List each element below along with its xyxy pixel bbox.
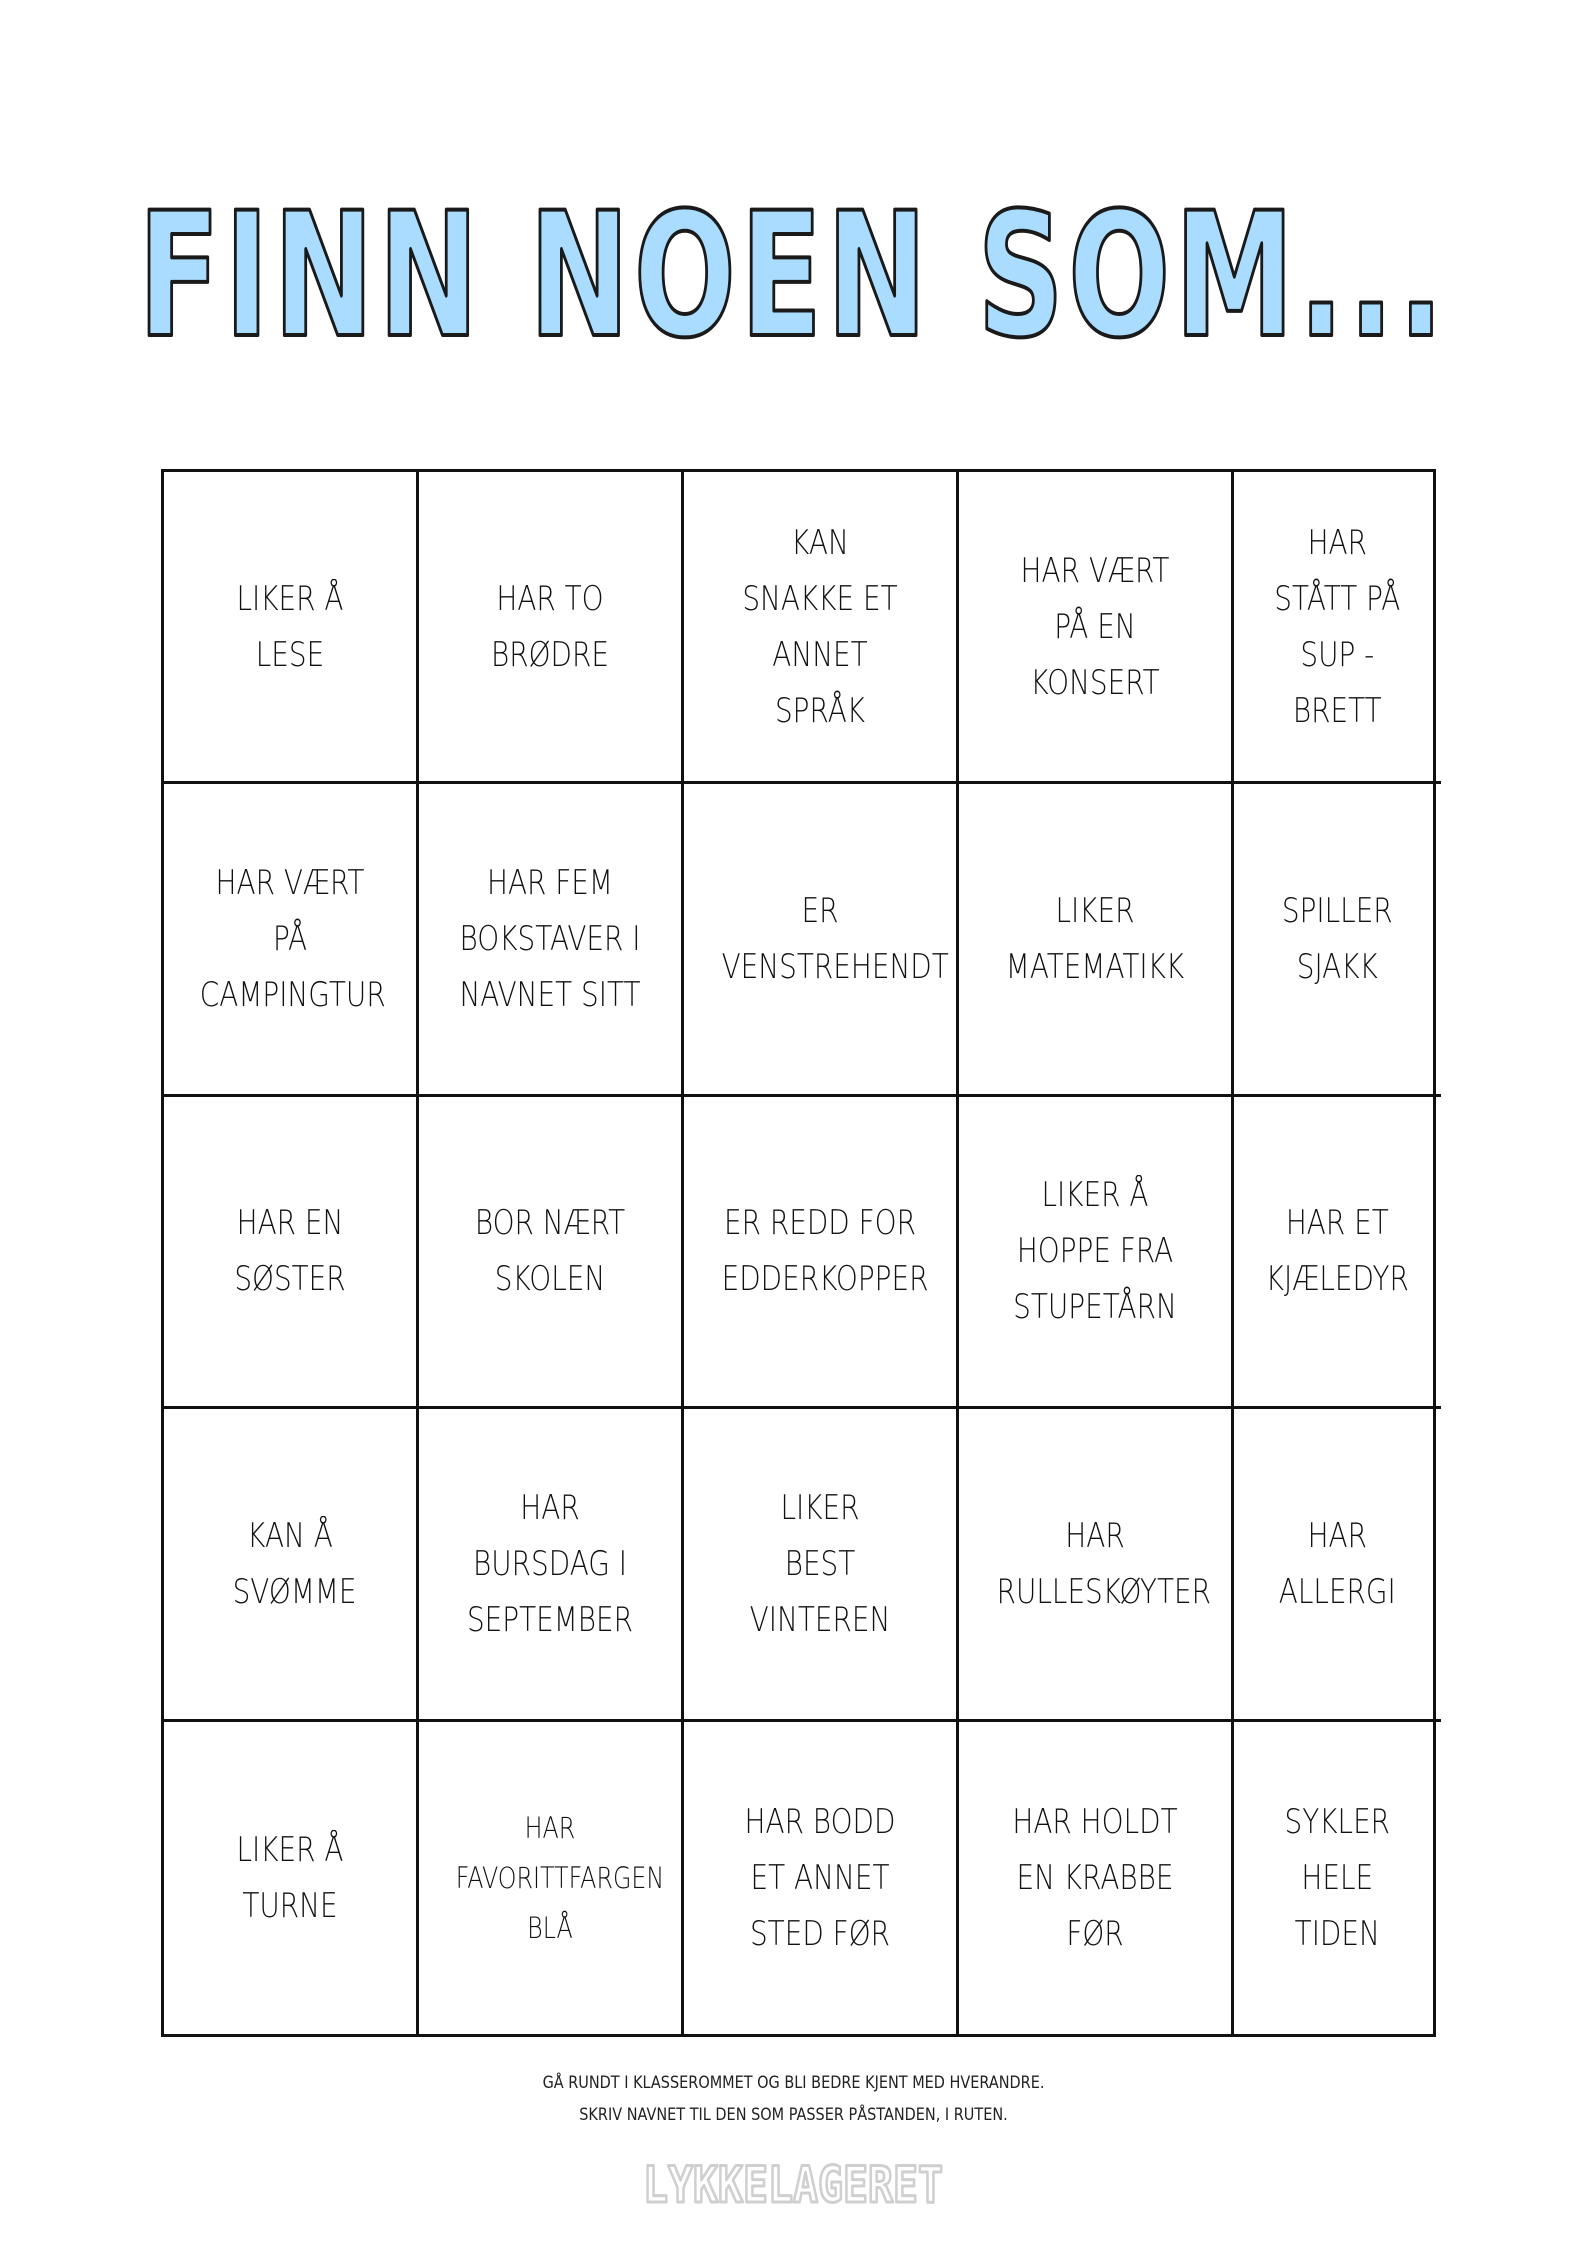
cell-text: HAR TO BRØDRE (490, 578, 610, 675)
grid-cell[interactable] (1234, 784, 1441, 1096)
cell-text: LIKER Å HOPPE FRA STUPETÅRN (1013, 1175, 1177, 1328)
cell-text: KAN Å SVØMME (232, 1515, 357, 1612)
page-title-container (0, 150, 1587, 410)
instructions-line-1: GÅ RUNDT I KLASSEROMMET OG BLI BEDRE KJENT MED HVERANDRE. (542, 2073, 1045, 2093)
cell-text: LIKER MATEMATIKK (1005, 891, 1185, 988)
instructions (119, 2067, 1468, 2131)
cell-text: SYKLER HELE TIDEN (1284, 1801, 1391, 1954)
brand-text: LYKKELAGERET (643, 2156, 943, 2214)
cell-text: HAR ET KJÆLEDYR (1265, 1203, 1409, 1300)
cell-text: HAR BURSDAG I SEPTEMBER (466, 1487, 634, 1640)
grid-cell[interactable] (1234, 1409, 1441, 1721)
cell-text: HAR BODD ET ANNET STED FØR (744, 1801, 896, 1954)
cell-text: ER REDD FOR EDDERKOPPER (721, 1203, 929, 1300)
grid-cell[interactable] (164, 1097, 419, 1409)
cell-text: LIKER Å TURNE (236, 1829, 344, 1926)
grid-cell[interactable] (419, 1409, 684, 1721)
cell-text: ER VENSTREHENDT (721, 891, 949, 988)
grid-cell[interactable] (959, 784, 1234, 1096)
grid-cell[interactable] (959, 1097, 1234, 1409)
grid-cell[interactable] (684, 784, 959, 1096)
grid-cell[interactable] (164, 1722, 419, 2034)
grid-cell[interactable] (164, 1409, 419, 1721)
cell-text: HAR ALLERGI (1278, 1515, 1396, 1612)
grid-cell[interactable] (959, 1722, 1234, 2034)
grid-cell[interactable] (684, 1097, 959, 1409)
page-title-text: FINN NOEN SOM... (138, 175, 1448, 376)
cell-text: HAR EN SØSTER (234, 1203, 346, 1300)
cell-text: HAR VÆRT PÅ CAMPINGTUR (199, 863, 386, 1016)
cell-text: LIKER BEST VINTEREN (749, 1487, 891, 1640)
grid-cell[interactable] (684, 1722, 959, 2034)
grid-cell[interactable] (684, 472, 959, 784)
grid-cell[interactable] (684, 1409, 959, 1721)
grid-cell[interactable] (419, 472, 684, 784)
cell-text: HAR VÆRT PÅ EN KONSERT (1020, 550, 1170, 703)
cell-text: LIKER Å LESE (236, 578, 344, 675)
grid-cell[interactable] (164, 472, 419, 784)
grid-cell[interactable] (419, 1722, 684, 2034)
cell-text: SPILLER SJAKK (1281, 891, 1393, 988)
cell-text: HAR RULLESKØYTER (996, 1515, 1211, 1612)
grid-cell[interactable] (959, 472, 1234, 784)
brand-logo-svg (0, 2152, 1587, 2222)
bingo-grid (161, 469, 1436, 2037)
brand-logo (0, 2152, 1587, 2222)
cell-text: BOR NÆRT SKOLEN (474, 1203, 626, 1300)
cell-text: HAR FEM BOKSTAVER I NAVNET SITT (459, 863, 641, 1016)
grid-cell[interactable] (419, 784, 684, 1096)
cell-text: HAR HOLDT EN KRABBE FØR (1012, 1801, 1178, 1954)
page-title (0, 150, 1587, 410)
cell-text: KAN SNAKKE ET ANNET SPRÅK (742, 522, 898, 731)
cell-text: HAR STÅTT PÅ SUP - BRETT (1274, 522, 1401, 731)
cell-text: HAR FAVORITTFARGEN BLÅ (455, 1810, 665, 1945)
grid-cell[interactable] (959, 1409, 1234, 1721)
grid-cell[interactable] (1234, 472, 1441, 784)
grid-cell[interactable] (1234, 1097, 1441, 1409)
instructions-line-2: SKRIV NAVNET TIL DEN SOM PASSER PÅSTANDEN, I RUTEN. (579, 2105, 1008, 2125)
grid-cell[interactable] (164, 784, 419, 1096)
grid-cell[interactable] (1234, 1722, 1441, 2034)
grid-cell[interactable] (419, 1097, 684, 1409)
